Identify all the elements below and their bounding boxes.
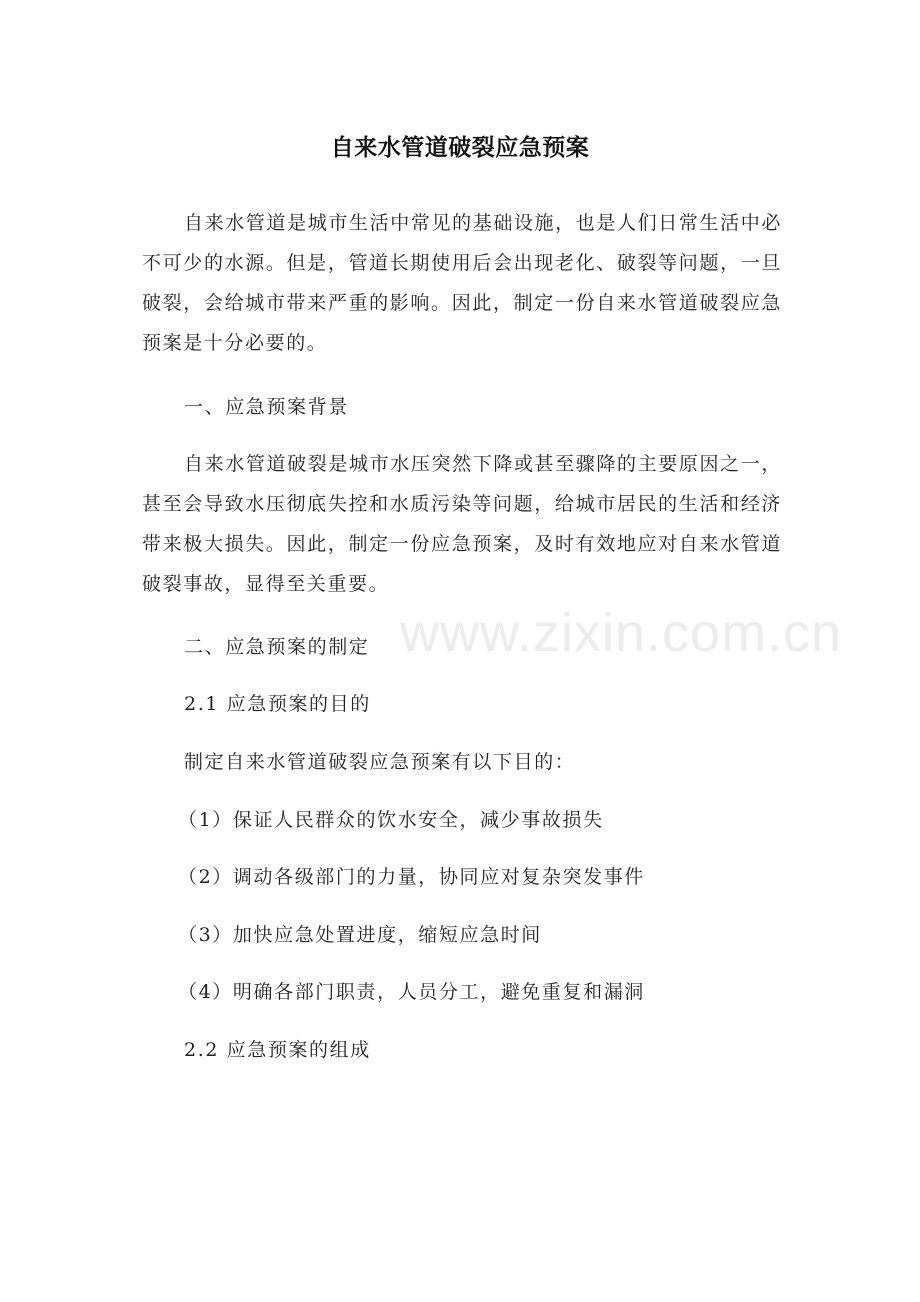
- document-title: 自来水管道破裂应急预案: [330, 135, 590, 161]
- section1-heading: 一、应急预案背景: [184, 396, 349, 418]
- goal-item-4: （4）明确各部门职责，人员分工，避免重复和漏洞: [178, 981, 645, 1003]
- section1-paragraph: 自来水管道破裂是城市水压突然下降或甚至骤降的主要原因之一，甚至会导致水压彻底失控和水质污染等问题，给城市居民的生活和经济带来极大损失。因此，制定一份应急预案，及时有效地应对自来水管道破裂事故，显得至关重要。: [142, 453, 782, 595]
- intro-paragraph: 自来水管道是城市生活中常见的基础设施，也是人们日常生活中必不可少的水源。但是，管道长期使用后会出现老化、破裂等问题，一旦破裂，会给城市带来严重的影响。因此，制定一份自来水管道破裂应急预案是十分必要的。: [142, 212, 782, 354]
- goal-item-1: （1）保证人民群众的饮水安全，减少事故损失: [178, 809, 604, 831]
- watermark-text: www.zixin.com.cn: [400, 603, 843, 663]
- goal-item-2: （2）调动各级部门的力量，协同应对复杂突发事件: [178, 866, 645, 888]
- section2-heading: 二、应急预案的制定: [184, 636, 370, 658]
- sub21-intro: 制定自来水管道破裂应急预案有以下目的：: [184, 751, 576, 773]
- sub21-heading: 2.1 应急预案的目的: [184, 693, 371, 715]
- sub22-heading: 2.2 应急预案的组成: [184, 1039, 371, 1061]
- goal-item-3: （3）加快应急处置进度，缩短应急时间: [178, 924, 542, 946]
